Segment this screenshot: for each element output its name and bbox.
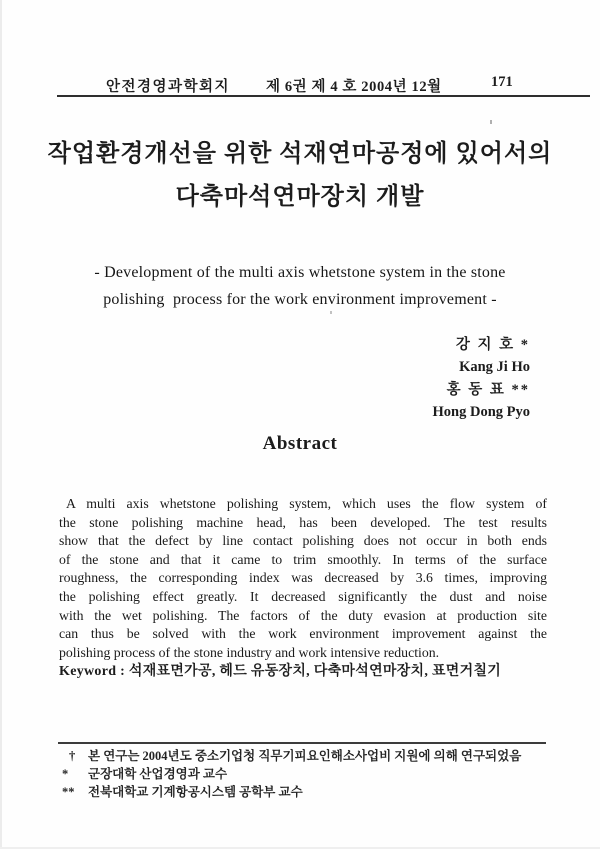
author-1-name-korean: 강 지 호 *	[455, 337, 530, 353]
footnote-text: 군장대학 산업경영과 교수	[88, 767, 228, 782]
scan-edge-left	[0, 0, 2, 849]
abstract-line: the stone polishing machine head, has been developed. The test results	[59, 514, 547, 530]
keyword-line	[59, 660, 559, 680]
abstract-line: A multi axis whetstone polishing system, which uses the flow system of	[66, 496, 547, 511]
authors-block	[433, 334, 531, 424]
paper-title-korean-line2: 다축마석연마장치 개발	[175, 184, 425, 210]
abstract-line: with the wet polishing. The factors of the duty evasion at production site	[59, 607, 547, 623]
asterisk-marker: *	[62, 767, 69, 782]
paper-title-korean-line1: 작업환경개선을 위한 석재연마공정에 있어서의	[47, 141, 553, 167]
abstract-line: polishing process of the stone industry and work intensive reduction.	[59, 644, 440, 660]
abstract-line: roughness, the corresponding index was decreased by 3.6 times, improving	[59, 570, 547, 586]
issue-info: 제 6권 제 4 호 2004년 12월	[266, 79, 442, 95]
double-asterisk-marker: **	[62, 785, 75, 800]
abstract-line: the polishing effect greatly. It decreased significantly the dust and noise	[59, 588, 547, 604]
page-number: 171	[491, 74, 513, 90]
author-1-name-english: Kang Ji Ho	[459, 359, 530, 376]
author-2-name-english: Hong Dong Pyo	[432, 404, 530, 421]
footnote-funding	[62, 747, 567, 765]
scan-speck	[490, 120, 492, 124]
author-2-name-korean: 홍 동 표 **	[446, 381, 530, 398]
journal-name: 안전경영과학회지	[106, 79, 231, 95]
keyword-label: Keyword	[59, 664, 117, 679]
abstract-line: of the stone and that it came to trim smoothly. In terms of the surface	[59, 551, 547, 567]
footnotes-block	[62, 747, 567, 802]
footnote-rule	[58, 742, 546, 744]
scan-speck	[330, 311, 332, 314]
paper-title-english-line2: polishing process for the work environment improvement -	[103, 291, 497, 308]
abstract-body	[59, 495, 547, 662]
footnote-text: 전북대학교 기계항공시스템 공학부 교수	[88, 785, 303, 800]
dagger-marker: †	[69, 749, 76, 763]
abstract-line: can thus be solved with the work environment improvement against the	[59, 626, 547, 642]
footnote-affiliation-2	[62, 783, 567, 801]
keyword-terms: 석재표면가공, 헤드 유동장치, 다축마석연마장치, 표면거칠기	[128, 664, 502, 679]
keyword-separator: :	[116, 664, 129, 679]
paper-title-korean	[0, 140, 600, 211]
header-rule	[57, 95, 590, 97]
abstract-line: show that the defect by line contact polishing does not occur in both ends	[59, 533, 547, 549]
abstract-heading: Abstract	[262, 433, 338, 454]
paper-title-english	[0, 259, 600, 313]
footnote-affiliation-1	[62, 765, 567, 783]
footnote-text: 본 연구는 2004년도 중소기업청 직무기피요인해소사업비 지원에 의해 연구되었음	[88, 749, 522, 763]
paper-title-english-line1: - Development of the multi axis whetstone system in the stone	[94, 264, 506, 281]
